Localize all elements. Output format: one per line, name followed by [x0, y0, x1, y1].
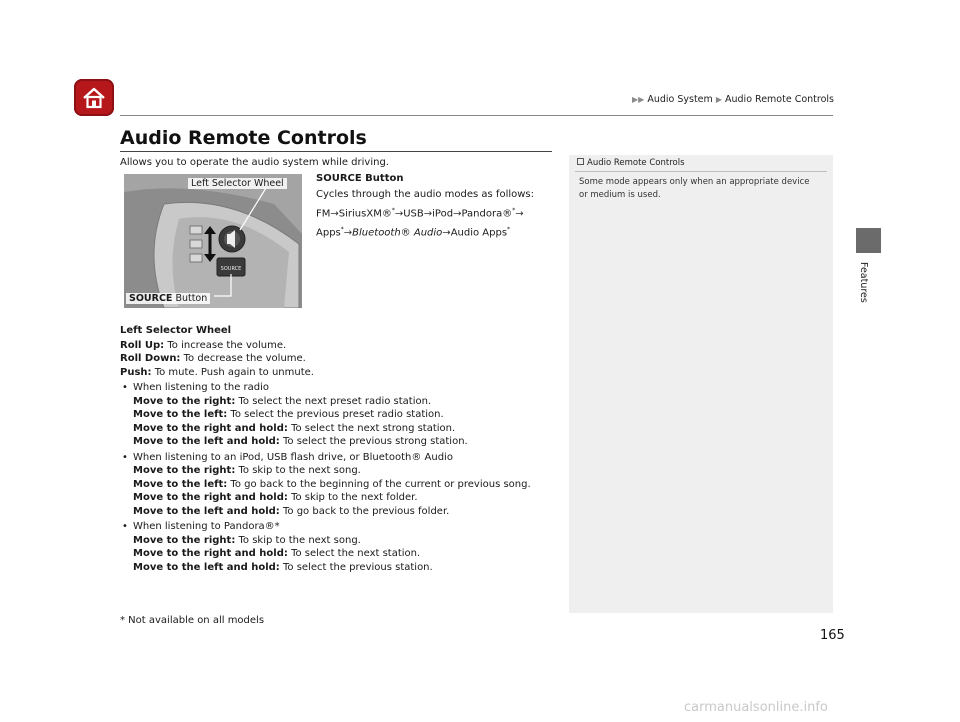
list-item: Move to the right: To select the next preset radio station.	[133, 395, 432, 407]
footnote: * Not available on all models	[120, 615, 265, 626]
source-button-section	[316, 171, 556, 242]
figure-label-selector: Left Selector Wheel	[188, 178, 287, 189]
side-note-body: Some mode appears only when an appropriate device or medium is used.	[579, 177, 810, 200]
bullet-pandora: • When listening to Pandora®* Move to the right: To skip to the next song. Move to the right and hold: To select the next station. Move to the left and hold: To select the previous station.	[120, 520, 560, 574]
list-item: Move to the right and hold: To select the next station.	[133, 548, 421, 559]
section-tab[interactable]	[856, 228, 881, 253]
steering-wheel-figure	[124, 174, 302, 308]
list-item: Move to the left and hold: To select the previous station.	[133, 561, 433, 573]
source-key-label: SOURCE	[220, 266, 242, 272]
source-heading: SOURCE Button	[316, 173, 404, 184]
title-divider	[120, 151, 552, 152]
breadcrumb-item[interactable]: Audio Remote Controls	[725, 94, 834, 105]
bullet-ipod-usb: • When listening to an iPod, USB flash drive, or Bluetooth® Audio Move to the right: To skip to the next song. Move to the left: To go back to the beginning of the current or previous song. Move to the right and hold: To skip to the next folder. Move to the left and hold: To go back to the previous folder.	[120, 451, 560, 519]
breadcrumb-item[interactable]: Audio System	[647, 94, 713, 105]
bullet-radio: • When listening to the radio Move to the right: To select the next preset radio station. Move to the left: To select the previous preset radio station. Move to the right and hold: To select the next strong station. Move to the left and hold: To select the previous strong station.	[120, 381, 560, 449]
push-line: Push: To mute. Push again to unmute.	[120, 366, 314, 378]
watermark: carmanualsonline.info	[684, 700, 828, 715]
breadcrumb	[632, 94, 834, 105]
list-item: Move to the left: To go back to the beginning of the current or previous song.	[133, 478, 531, 490]
side-note-heading: Audio Remote Controls	[577, 158, 685, 168]
list-item: Move to the left and hold: To go back to the previous folder.	[133, 505, 450, 517]
list-item: Move to the right: To skip to the next song.	[133, 465, 361, 476]
header-divider	[120, 115, 833, 116]
page-title: Audio Remote Controls	[120, 127, 367, 149]
section-label: Features	[858, 262, 869, 303]
page-number: 165	[820, 628, 845, 643]
home-icon	[81, 86, 107, 110]
note-icon	[577, 158, 584, 165]
selector-heading: Left Selector Wheel	[120, 325, 232, 336]
side-note	[569, 155, 833, 613]
home-button[interactable]	[74, 79, 114, 116]
source-desc: Cycles through the audio modes as follows:	[316, 189, 535, 200]
breadcrumb-arrow-icon: ▶▶	[631, 95, 645, 104]
list-item: Move to the right and hold: To select the next strong station.	[133, 422, 456, 434]
roll-down-line: Roll Down: To decrease the volume.	[120, 353, 306, 364]
side-note-divider	[575, 171, 827, 172]
intro-text: Allows you to operate the audio system while driving.	[120, 157, 389, 168]
list-item: Move to the left: To select the previous preset radio station.	[133, 409, 444, 420]
figure-label-source: SOURCE Button	[126, 293, 210, 304]
mode-sequence: FM→SiriusXM®*→USB→iPod→Pandora®*→	[316, 207, 524, 220]
breadcrumb-arrow-icon: ▶	[715, 95, 722, 104]
list-item: Move to the right: To skip to the next song.	[133, 534, 361, 546]
list-item: Move to the right and hold: To skip to the next folder.	[133, 492, 418, 503]
roll-up-line: Roll Up: To increase the volume.	[120, 339, 287, 351]
mode-sequence-cont: Apps*→Bluetooth® Audio→Audio Apps*	[316, 226, 511, 239]
selector-section	[120, 324, 560, 574]
list-item: Move to the left and hold: To select the previous strong station.	[133, 436, 468, 447]
steering-wheel-illustration	[124, 174, 302, 308]
